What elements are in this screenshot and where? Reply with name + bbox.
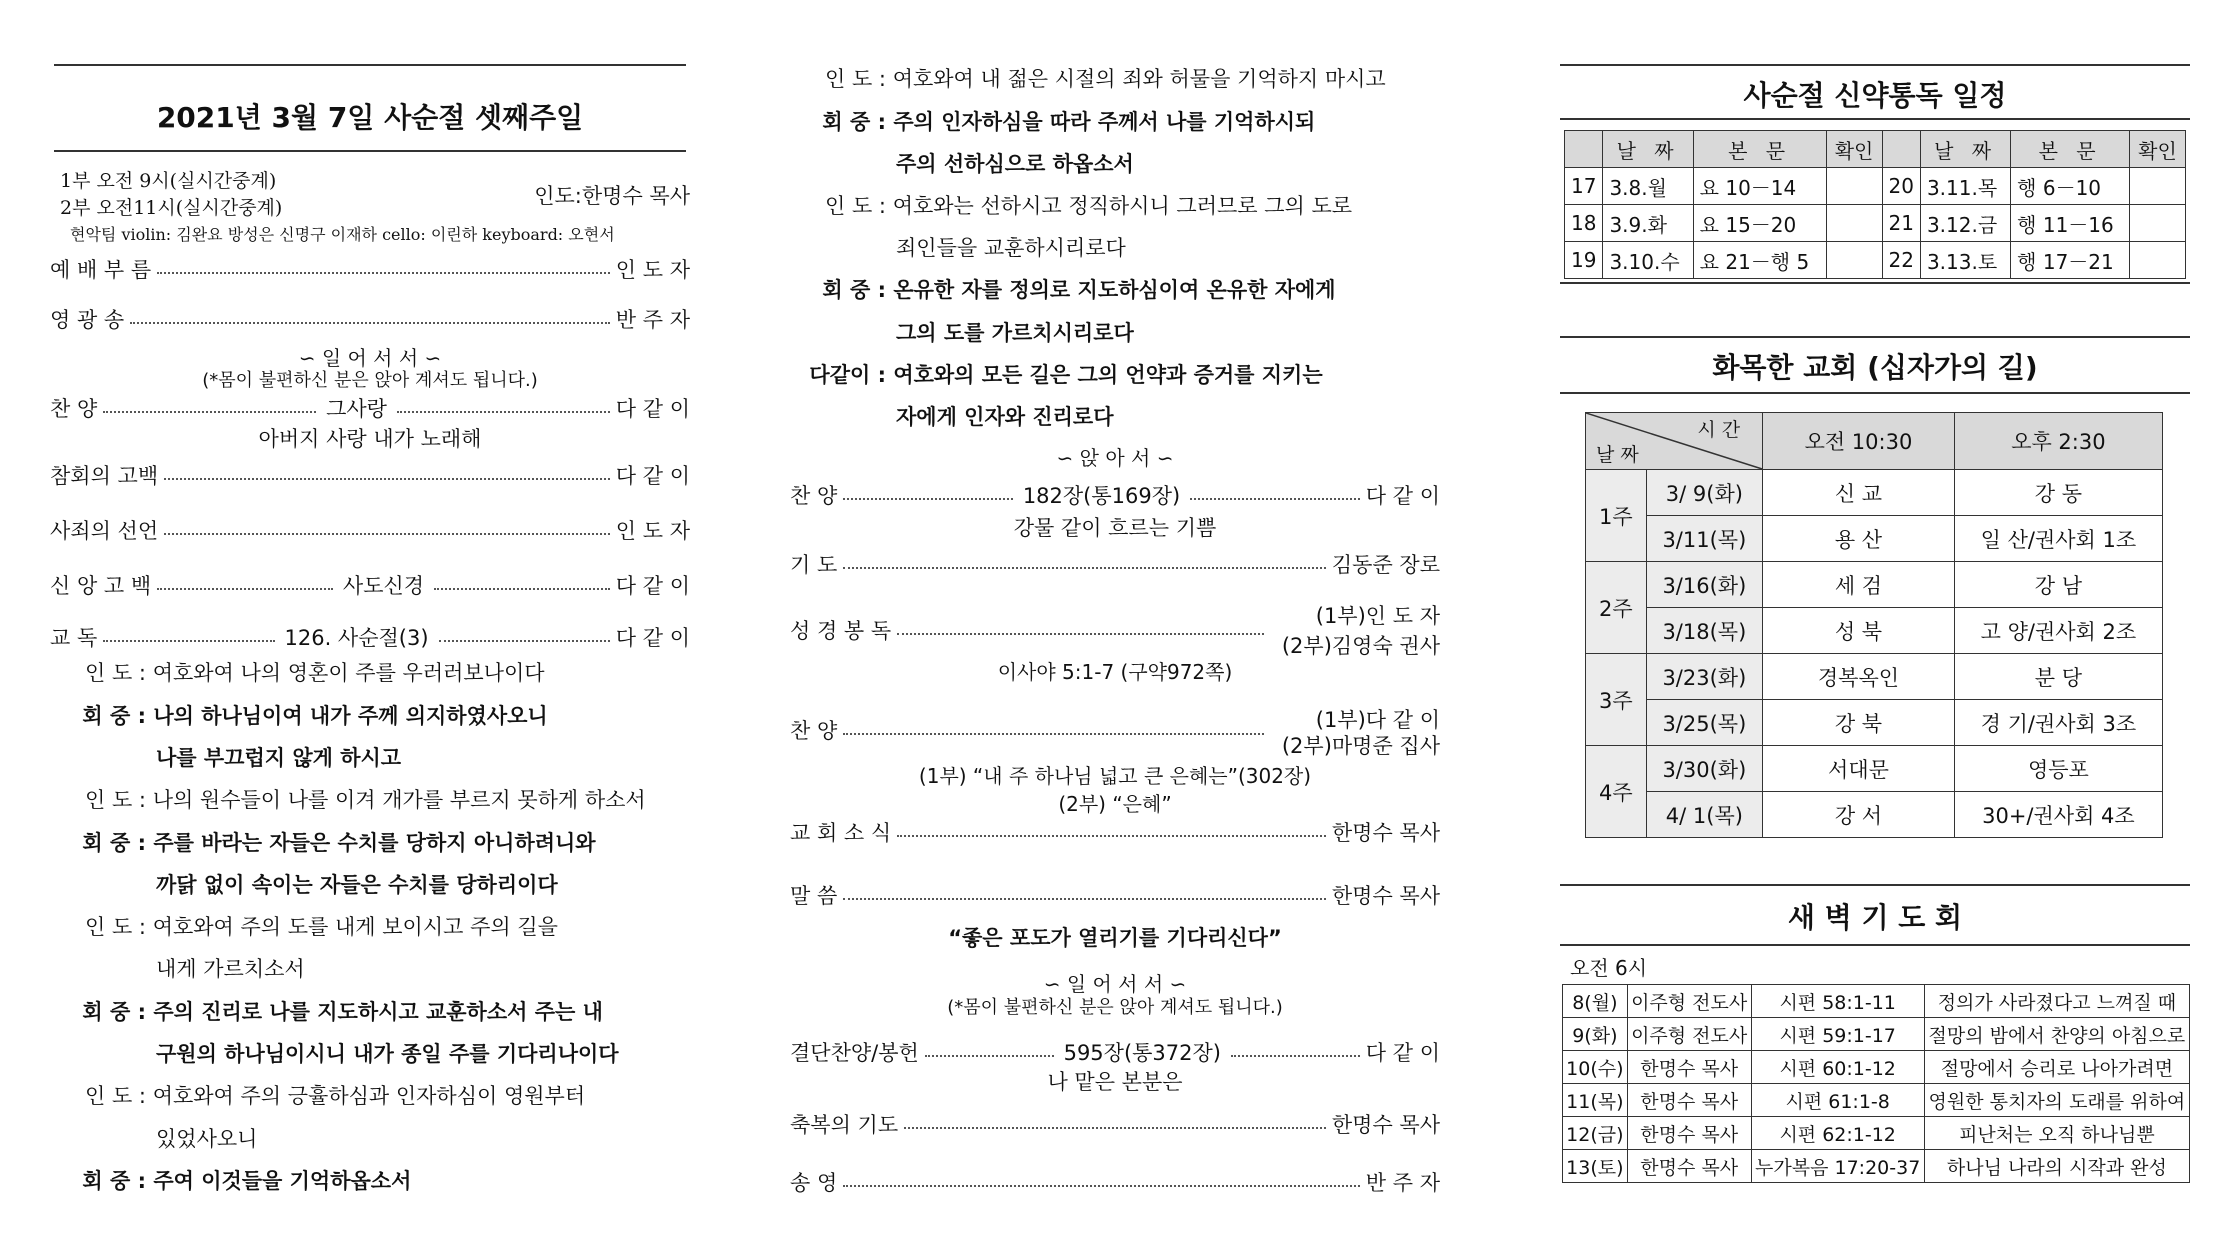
order-item xyxy=(790,817,1440,847)
order-leader: 다 같 이 xyxy=(615,574,691,598)
table-cell: 3.12.금 xyxy=(1920,205,2010,242)
table-row xyxy=(1563,1018,2190,1051)
service2-time: 2부 오전11시(실시간중계) xyxy=(60,197,283,219)
reading-continuation: 죄인들을 교훈하시리로다 xyxy=(896,236,1126,260)
order-label: 예 배 부 름 xyxy=(50,258,152,282)
table-cell: 정의가 사라졌다고 느껴질 때 xyxy=(1924,985,2189,1018)
title-divider xyxy=(54,150,686,152)
reading-line xyxy=(790,63,1440,93)
reading-speaker: 회 중 : xyxy=(82,1169,146,1193)
reading-speaker: 회 중 : xyxy=(82,831,146,855)
reading-top-divider xyxy=(1560,64,2190,66)
leader-dots xyxy=(843,567,1326,569)
reading-title-divider xyxy=(1560,118,2190,120)
order-label: 축복의 기도 xyxy=(790,1113,899,1137)
table-cell: 신 교 xyxy=(1763,470,1955,516)
table-cell: 일 산/권사회 1조 xyxy=(1954,516,2162,562)
reading-text: 여호와는 선하시고 정직하시니 그러므로 그의 도로 xyxy=(892,194,1353,218)
reading-continuation: 있었사오니 xyxy=(156,1127,258,1151)
date-cell: 3/16(화) xyxy=(1646,562,1763,608)
table-cell: 경복옥인 xyxy=(1763,654,1955,700)
table-row xyxy=(1565,205,2186,242)
order-leader: 반 주 자 xyxy=(615,308,690,332)
order-label: 신 앙 고 백 xyxy=(50,574,152,598)
table-row xyxy=(1563,1051,2190,1084)
reading-line xyxy=(790,190,1440,220)
table-cell: 12(금) xyxy=(1563,1117,1628,1150)
table-cell: 시편 60:1-12 xyxy=(1751,1051,1924,1084)
table-cell: 19 xyxy=(1565,242,1603,279)
date-header-label: 날 짜 xyxy=(1596,444,1639,466)
table-header-row xyxy=(1565,131,2186,168)
table-cell: 3.8.월 xyxy=(1603,168,1693,205)
table-header-cell: 오전 10:30 xyxy=(1763,413,1955,470)
table-cell: 요 10－14 xyxy=(1693,168,1826,205)
week-cell: 1주 xyxy=(1586,470,1647,562)
order-leader: 다 같 이 xyxy=(615,626,691,650)
order-leader: 인 도 자 xyxy=(615,258,690,282)
order-content: 126. 사순절(3) xyxy=(284,626,429,650)
order-item xyxy=(50,304,690,334)
leader-dots xyxy=(103,640,274,642)
order-label: 영 광 송 xyxy=(50,308,125,332)
table-header-row xyxy=(1586,413,2163,470)
table-cell: 요 15－20 xyxy=(1693,205,1826,242)
leader-dots xyxy=(1190,498,1360,500)
table-cell: 3.13.토 xyxy=(1920,242,2010,279)
walk-title: 화목한 교회 (십자가의 길) xyxy=(1712,351,2038,384)
date-cell: 3/23(화) xyxy=(1646,654,1763,700)
table-cell: 한명수 목사 xyxy=(1627,1084,1751,1117)
dawn-title-divider xyxy=(1560,944,2190,946)
table-header-cell: 오후 2:30 xyxy=(1954,413,2162,470)
reading-line xyxy=(790,274,1440,304)
leader-dots xyxy=(130,322,610,324)
order-label: 찬 양 xyxy=(790,484,838,508)
table-cell: 절망의 밤에서 찬양의 아침으로 xyxy=(1924,1018,2189,1051)
reading-text: 주의 진리로 나를 지도하시고 교훈하소서 주는 내 xyxy=(153,1000,603,1024)
table-cell: 절망에서 승리로 나아가려면 xyxy=(1924,1051,2189,1084)
table-cell: 요 21－행 5 xyxy=(1693,242,1826,279)
praise-leader-1: (1부)다 같 이 xyxy=(1315,708,1440,732)
order-leader: 다 같 이 xyxy=(615,464,690,488)
table-cell: 8(월) xyxy=(1563,985,1628,1018)
table-cell: 서대문 xyxy=(1763,746,1955,792)
reading-line xyxy=(50,911,690,941)
order-leader: 인 도 자 xyxy=(615,519,690,543)
order-label: 성 경 봉 독 xyxy=(790,619,892,643)
reading-continuation: 그의 도를 가르치시리로다 xyxy=(896,321,1134,345)
week-cell: 2주 xyxy=(1586,562,1647,654)
reading-speaker: 인 도 : xyxy=(825,67,886,91)
table-cell: 세 검 xyxy=(1763,562,1955,608)
leader-dots xyxy=(897,633,1264,635)
table-cell: 3.10.수 xyxy=(1603,242,1693,279)
leader-dots xyxy=(157,272,610,274)
order-label: 찬 양 xyxy=(50,397,98,421)
leader-dots xyxy=(157,588,333,590)
order-item xyxy=(790,1109,1440,1139)
leader-dots xyxy=(843,733,1264,735)
table-cell: 강 남 xyxy=(1954,562,2162,608)
order-item xyxy=(790,1167,1440,1197)
checkbox-cell[interactable] xyxy=(2129,205,2185,242)
reading-speaker: 인 도 : xyxy=(85,661,146,685)
table-header-cell: 날 짜 xyxy=(1920,131,2010,168)
table-cell: 영원한 통치자의 도래를 위하여 xyxy=(1924,1084,2189,1117)
leader-dots xyxy=(397,411,610,413)
hymn-subtitle: 강물 같이 흐르는 기쁨 xyxy=(1013,516,1217,540)
bible-reference: 이사야 5:1-7 (구약972쪽) xyxy=(997,660,1233,684)
reading-line xyxy=(50,996,690,1026)
table-cell: 강 동 xyxy=(1954,470,2162,516)
order-label: 결단찬양/봉헌 xyxy=(790,1041,919,1065)
table-cell: 강 북 xyxy=(1763,700,1955,746)
table-row xyxy=(1586,746,2163,792)
walk-top-divider xyxy=(1560,336,2190,338)
table-row xyxy=(1586,654,2163,700)
leader-dots xyxy=(897,835,1326,837)
top-divider xyxy=(54,64,686,66)
order-leader: 김동준 장로 xyxy=(1331,553,1440,577)
table-row xyxy=(1563,1084,2190,1117)
order-item xyxy=(50,515,690,545)
leader-dots xyxy=(164,533,610,535)
reading-text: 온유한 자를 정의로 지도하심이여 온유한 자에게 xyxy=(893,278,1336,302)
table-cell: 시편 61:1-8 xyxy=(1751,1084,1924,1117)
order-leader: 한명수 목사 xyxy=(1331,1113,1440,1137)
table-row xyxy=(1563,1117,2190,1150)
order-leader: 반 주 자 xyxy=(1365,1171,1440,1195)
reading-speaker: 회 중 : xyxy=(822,278,886,302)
service-title: 2021년 3월 7일 사순절 셋째주일 xyxy=(156,101,584,134)
table-cell: 용 산 xyxy=(1763,516,1955,562)
dawn-prayer-time: 오전 6시 xyxy=(1570,956,1648,980)
order-label: 사죄의 선언 xyxy=(50,519,159,543)
order-label: 교 독 xyxy=(50,626,98,650)
order-label: 말 씀 xyxy=(790,884,838,908)
reading-text: 여호와의 모든 길은 그의 언약과 증거를 지키는 xyxy=(893,363,1323,387)
middle-column xyxy=(790,0,1440,1234)
table-header-cell: 확인 xyxy=(2129,131,2185,168)
reading-continuation: 자에게 인자와 진리로다 xyxy=(896,405,1114,429)
checkbox-cell[interactable] xyxy=(2129,168,2185,205)
leader-dots xyxy=(904,1127,1326,1129)
order-item xyxy=(50,393,690,423)
reading-line xyxy=(790,359,1440,389)
reading-continuation: 나를 부끄럽지 않게 하시고 xyxy=(156,746,402,770)
table-cell: 하나님 나라의 시작과 완성 xyxy=(1924,1150,2189,1183)
table-cell: 17 xyxy=(1565,168,1603,205)
praise-song-1: (1부) “내 주 하나님 넓고 큰 은혜는”(302장) xyxy=(918,764,1312,788)
order-content: 595장(통372장) xyxy=(1063,1041,1221,1065)
reading-line xyxy=(790,106,1440,136)
reading-line xyxy=(50,827,690,857)
reading-text: 주여 이것들을 기억하옵소서 xyxy=(153,1169,412,1193)
table-header-cell: 본 문 xyxy=(2011,131,2130,168)
checkbox-cell[interactable] xyxy=(1826,205,1882,242)
table-cell: 행 6－10 xyxy=(2011,168,2130,205)
order-leader: 다 같 이 xyxy=(1365,484,1441,508)
reading-continuation: 내게 가르치소서 xyxy=(156,957,305,981)
leader-dots xyxy=(103,411,316,413)
table-header-cell xyxy=(1565,131,1603,168)
stand-note: (*몸이 불편하신 분은 앉아 계셔도 됩니다.) xyxy=(202,370,538,391)
offering-subtitle: 나 맡은 본분은 xyxy=(1047,1070,1183,1094)
stand-label: ∽ 일 어 서 서 ∽ xyxy=(1043,972,1187,996)
date-cell: 3/18(목) xyxy=(1646,608,1763,654)
table-cell: 한명수 목사 xyxy=(1627,1051,1751,1084)
leader-dots xyxy=(843,1185,1360,1187)
table-cell: 이주형 전도사 xyxy=(1627,985,1751,1018)
musicians: 현악팀 violin: 김완요 방성은 신명구 이재하 cello: 이린하 keyboard: 오현서 xyxy=(70,225,615,244)
reading-continuation: 주의 선하심으로 하옵소서 xyxy=(896,152,1134,176)
table-cell: 행 17－21 xyxy=(2011,242,2130,279)
table-cell: 시편 62:1-12 xyxy=(1751,1117,1924,1150)
reading-speaker: 회 중 : xyxy=(822,110,886,134)
reading-line xyxy=(50,700,690,730)
table-cell: 누가복음 17:20-37 xyxy=(1751,1150,1924,1183)
reading-schedule-title: 사순절 신약통독 일정 xyxy=(1743,79,2007,112)
order-label: 찬 양 xyxy=(790,719,838,743)
dawn-prayer-table xyxy=(1562,984,2190,1183)
leader-dots xyxy=(843,498,1013,500)
sermon-title: “좋은 포도가 열리기를 기다리신다” xyxy=(948,926,1282,950)
table-cell: 3.9.화 xyxy=(1603,205,1693,242)
reading-speaker: 인 도 : xyxy=(85,915,146,939)
table-cell: 강 서 xyxy=(1763,792,1955,838)
leader-dots xyxy=(925,1055,1054,1057)
table-row xyxy=(1586,608,2163,654)
reading-text: 여호와여 주의 긍휼하심과 인자하심이 영원부터 xyxy=(152,1084,586,1108)
reading-text: 나의 원수들이 나를 이겨 개가를 부르지 못하게 하소서 xyxy=(152,788,646,812)
service-leader: 인도:한명수 목사 xyxy=(534,184,690,208)
table-row xyxy=(1565,168,2186,205)
right-column xyxy=(1560,0,2190,1234)
bible-reader-1: (1부)인 도 자 xyxy=(1315,604,1440,628)
reading-speaker: 인 도 : xyxy=(85,788,146,812)
table-row xyxy=(1563,1150,2190,1183)
table-cell: 한명수 목사 xyxy=(1627,1150,1751,1183)
table-cell: 성 북 xyxy=(1763,608,1955,654)
leader-dots xyxy=(843,898,1326,900)
reading-speaker: 회 중 : xyxy=(82,704,146,728)
order-leader: 한명수 목사 xyxy=(1331,884,1440,908)
left-column xyxy=(50,0,690,1234)
date-cell: 3/ 9(화) xyxy=(1646,470,1763,516)
order-item xyxy=(50,254,690,284)
table-cell: 21 xyxy=(1882,205,1920,242)
order-item xyxy=(790,880,1440,910)
reading-line xyxy=(50,657,690,687)
table-header-cell: 날 짜 xyxy=(1603,131,1693,168)
table-cell: 한명수 목사 xyxy=(1627,1117,1751,1150)
table-cell: 행 11－16 xyxy=(2011,205,2130,242)
table-cell: 이주형 전도사 xyxy=(1627,1018,1751,1051)
checkbox-cell[interactable] xyxy=(1826,168,1882,205)
leader-dots xyxy=(434,588,610,590)
walk-schedule-table xyxy=(1585,412,2163,838)
table-cell: 시편 58:1-11 xyxy=(1751,985,1924,1018)
reading-continuation: 구원의 하나님이시니 내가 종일 주를 기다리나이다 xyxy=(156,1042,619,1066)
date-cell: 3/11(목) xyxy=(1646,516,1763,562)
reading-text: 여호와여 나의 영혼이 주를 우러러보나이다 xyxy=(152,661,545,685)
time-header-label: 시 간 xyxy=(1697,419,1741,441)
reading-speaker: 인 도 : xyxy=(85,1084,146,1108)
order-content: 182장(통169장) xyxy=(1022,484,1181,508)
order-leader: 다 같 이 xyxy=(1365,1041,1440,1065)
order-leader: 한명수 목사 xyxy=(1331,821,1440,845)
order-label: 참회의 고백 xyxy=(50,464,159,488)
order-item xyxy=(50,460,690,490)
leader-dots xyxy=(439,640,610,642)
table-cell: 22 xyxy=(1882,242,1920,279)
reading-schedule-table xyxy=(1564,130,2186,279)
order-item xyxy=(50,622,690,652)
table-cell: 피난처는 오직 하나님뿐 xyxy=(1924,1117,2189,1150)
reading-text: 주를 바라는 자들은 수치를 당하지 아니하려니와 xyxy=(153,831,596,855)
leader-dots xyxy=(1231,1055,1360,1057)
table-row xyxy=(1586,562,2163,608)
reading-text: 주의 인자하심을 따라 주께서 나를 기억하시되 xyxy=(893,110,1316,134)
table-header-cell xyxy=(1586,413,1763,470)
hymn-subtitle: 아버지 사랑 내가 노래해 xyxy=(258,427,482,451)
order-label: 교 회 소 식 xyxy=(790,821,892,845)
date-cell: 3/25(목) xyxy=(1646,700,1763,746)
reading-text: 나의 하나님이여 내가 주께 의지하였사오니 xyxy=(153,704,548,728)
table-cell: 분 당 xyxy=(1954,654,2162,700)
order-content: 그사랑 xyxy=(326,397,387,421)
table-cell: 시편 59:1-17 xyxy=(1751,1018,1924,1051)
service1-time: 1부 오전 9시(실시간중계) xyxy=(60,170,277,192)
order-item xyxy=(50,570,690,600)
table-header-cell: 확인 xyxy=(1826,131,1882,168)
order-leader: 다 같 이 xyxy=(615,397,691,421)
date-cell: 3/30(화) xyxy=(1646,746,1763,792)
praise-leader-2: (2부)마명준 집사 xyxy=(1281,734,1440,758)
table-cell: 3.11.목 xyxy=(1920,168,2010,205)
dawn-prayer-title: 새 벽 기 도 회 xyxy=(1787,901,1963,934)
reading-bottom-divider xyxy=(1560,282,2190,284)
week-cell: 3주 xyxy=(1586,654,1647,746)
reading-speaker: 인 도 : xyxy=(825,194,886,218)
bible-reader-2: (2부)김영숙 권사 xyxy=(1281,634,1440,658)
table-cell: 13(토) xyxy=(1563,1150,1628,1183)
praise-song-2: (2부) “은혜” xyxy=(1058,792,1172,816)
table-header-cell xyxy=(1882,131,1920,168)
reading-speaker: 회 중 : xyxy=(82,1000,146,1024)
stand-label: ∽ 일 어 서 서 ∽ xyxy=(298,346,442,370)
order-item xyxy=(790,1037,1440,1067)
stand-note: (*몸이 불편하신 분은 앉아 계셔도 됩니다.) xyxy=(947,997,1283,1018)
order-item xyxy=(790,549,1440,579)
table-cell: 18 xyxy=(1565,205,1603,242)
table-cell: 9(화) xyxy=(1563,1018,1628,1051)
table-row xyxy=(1586,792,2163,838)
reading-line xyxy=(50,784,690,814)
order-content: 사도신경 xyxy=(342,574,425,598)
date-cell: 4/ 1(목) xyxy=(1646,792,1763,838)
order-label: 송 영 xyxy=(790,1171,838,1195)
table-row xyxy=(1586,700,2163,746)
sit-label: ∽ 앉 아 서 ∽ xyxy=(1056,446,1174,470)
table-cell: 30+/권사회 4조 xyxy=(1954,792,2162,838)
table-row xyxy=(1563,985,2190,1018)
table-cell: 고 양/권사회 2조 xyxy=(1954,608,2162,654)
order-item xyxy=(790,480,1440,510)
order-label: 기 도 xyxy=(790,553,838,577)
reading-text: 여호와여 주의 도를 내게 보이시고 주의 길을 xyxy=(152,915,558,939)
leader-dots xyxy=(164,478,610,480)
table-cell: 20 xyxy=(1882,168,1920,205)
walk-title-divider xyxy=(1560,392,2190,394)
table-cell: 영등포 xyxy=(1954,746,2162,792)
reading-speaker: 다같이 : xyxy=(809,363,886,387)
dawn-top-divider xyxy=(1560,884,2190,886)
week-cell: 4주 xyxy=(1586,746,1647,838)
table-row xyxy=(1586,470,2163,516)
table-row xyxy=(1565,242,2186,279)
table-row xyxy=(1586,516,2163,562)
table-cell: 10(수) xyxy=(1563,1051,1628,1084)
table-header-cell: 본 문 xyxy=(1693,131,1826,168)
table-cell: 경 기/권사회 3조 xyxy=(1954,700,2162,746)
reading-line xyxy=(50,1165,690,1195)
reading-line xyxy=(50,1080,690,1110)
reading-text: 여호와여 내 젊은 시절의 죄와 허물을 기억하지 마시고 xyxy=(892,67,1386,91)
checkbox-cell[interactable] xyxy=(1826,242,1882,279)
checkbox-cell[interactable] xyxy=(2129,242,2185,279)
table-cell: 11(목) xyxy=(1563,1084,1628,1117)
reading-continuation: 까닭 없이 속이는 자들은 수치를 당하리이다 xyxy=(156,873,558,897)
